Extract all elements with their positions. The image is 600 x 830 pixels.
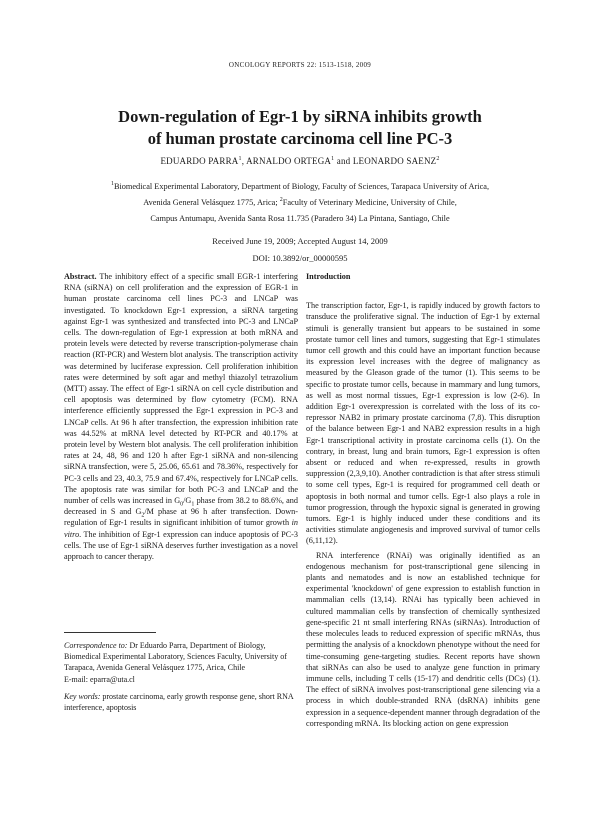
subscript: 0	[180, 501, 184, 508]
author-name: EDUARDO PARRA	[160, 156, 239, 166]
affiliation-marker: 2	[436, 156, 440, 162]
affiliation-line-1	[60, 179, 540, 195]
author-list	[0, 156, 600, 166]
abstract-text: . The inhibition of Egr-1 expression can induce apoptosis of PC-3 cells. The use of Egr-1 siRNA deserves further investigation as a novel approach to cancer therapy.	[64, 529, 298, 562]
subscript: 2	[141, 512, 145, 519]
affiliation-text: Biomedical Experimental Laboratory, Department of Biology, Faculty of Sciences, Tarapaca University of Arica,	[113, 182, 490, 191]
author-name: LEONARDO SAENZ	[352, 156, 437, 166]
abstract-italic: in vitro	[64, 518, 298, 539]
introduction	[306, 271, 540, 729]
keywords-label: Key words:	[64, 692, 101, 701]
section-heading: Introduction	[306, 272, 351, 281]
correspondence-body: Dr Eduardo Parra, Department of Biology, Biomedical Experimental Laboratory, Sciences Faculty, University of Tarapaca, Avenida General Velásquez 1775, Arica, Chile	[64, 641, 287, 673]
keywords-body: prostate carcinoma, early growth response gene, short RNA interference, apoptosis	[64, 692, 294, 713]
affiliation-line-3: Campus Antumapu, Avenida Santa Rosa 11.735 (Paradero 34) La Pintana, Santiago, Chile	[150, 214, 450, 223]
correspondence-text	[64, 640, 298, 674]
subscript: 1	[191, 501, 195, 508]
author-separator: and	[334, 156, 353, 166]
keywords-note	[64, 691, 298, 713]
affiliation-marker: 1	[110, 181, 114, 188]
abstract-text: /M phase at 96 h after transfection. Down-regulation of Egr-1 results in significant inhibition of tumor growth	[64, 507, 298, 528]
correspondence-note	[64, 640, 298, 685]
affiliation-line-2	[60, 195, 540, 211]
received-dates: Received June 19, 2009; Accepted August 14, 2009	[212, 236, 388, 246]
affiliation-marker: 1	[238, 156, 242, 162]
keywords-text	[64, 691, 298, 713]
abstract-paragraph	[64, 271, 298, 562]
paper-title	[60, 106, 540, 150]
author-separator: ,	[241, 156, 247, 166]
abstract-text: phase from 38.2 to 88.6%, and decreased in S and G	[64, 496, 298, 517]
title-line-2: of human prostate carcinoma cell line PC-3	[147, 129, 453, 148]
footnote-divider	[64, 632, 156, 633]
author-name: ARNALDO ORTEGA	[246, 156, 332, 166]
abstract-text: The inhibitory effect of a specific small EGR-1 interfering RNA (siRNA) on cell proliferation and the expression of EGR-1 in human prostate carcinoma cell lines PC-3 and LNCaP was investigated. To knockdown Egr-1 expression, a siRNA targeting against Egr-1 was synthesized and transfected into PC-3 and LNCaP cells. The down-regulation of Egr-1 expression at both mRNA and protein levels were detected by reverse transcription-polymerase chain reaction (RT-PCR) and Western blot analysis. The transcription activity was determined by luciferase expression. Cell proliferation inhibition rates were determined by soft agar and methyl thiazolyl tetrazolium (MTT) assay. The effect of Egr-1 siRNA on cell cycle distribution and cell apoptosis was determined by flow cytometry (FCM). RNA interference efficiently suppressed the Egr-1 expression in PC-3 and LNCaP cells. At 96 h after transfection, the expression inhibition rate was 44.52% at mRNA level detected by RT-PCR and 40.17% at protein level by Western blot analysis. The cell proliferation inhibition rates at 24, 48, 96 and 120 h after Egr-1 siRNA and non-silencing siRNA transfection, were 5, 25.06, 65.61 and 78.36%, respectively for PC-3 cells and 23, 40.3, 75.9 and 67.4%, respectively for LNCaP cells. The apoptosis rate was similar for both PC-3 and LNCaP and the number of cells was increased in G	[64, 272, 298, 506]
affiliations	[60, 179, 540, 227]
abstract	[64, 271, 298, 562]
intro-paragraph-2: RNA interference (RNAi) was originally identified as an endogenous mechanism for post-transcriptional gene silencing in plants and nematodes and is now an established technique for experimental 'knockdown' of gene expression to establish function in mammalian cells (13,14). RNAi has typically been achieved in cultured mammalian cells by transfection of chemically synthesized gene-specific 21 nt small interfering RNAs (siRNAs). Introduction of these molecules leads to reduced expression of specific mRNAs, thus permitting the analysis of a knockdown phenotype without the need for time-consuming gene-targeting studies. Recent reports have shown that siRNAs can also be used to analyze gene function in primary immune cells, including T cells (15-17) and dendritic cells (DCs) (1). The effect of siRNA involves post-transcriptional gene silencing via a process in which double-stranded RNA (dsRNA) inhibits gene expression in a sequence-dependent manner through degradation of the corresponding mRNA. Its blocking action on gene expression	[306, 550, 540, 728]
running-head: ONCOLOGY REPORTS 22: 1513-1518, 2009	[228, 61, 372, 69]
abstract-text: /G	[183, 496, 192, 506]
correspondence-label: Correspondence to:	[64, 641, 128, 650]
affiliation-marker: 2	[279, 197, 283, 204]
affiliation-text: Faculty of Veterinary Medicine, University of Chile,	[282, 198, 457, 207]
doi: DOI: 10.3892/or_00000595	[252, 253, 348, 263]
abstract-label: Abstract.	[64, 272, 97, 281]
affiliation-text: Avenida General Velásquez 1775, Arica;	[143, 198, 280, 207]
correspondence-email[interactable]: E-mail: eparra@uta.cl	[64, 674, 135, 684]
title-line-1: Down-regulation of Egr-1 by siRNA inhibits growth	[118, 107, 482, 126]
intro-paragraph-1: The transcription factor, Egr-1, is rapidly induced by growth factors to transduce the proliferative signal. The induction of Egr-1 by external stimuli is generally transient but appears to be sustained in some prostate tumor cell lines and tumors, suggesting that Egr-1 stimulates tumor cell growth and this could have an important function because its expression level increases with the degree of malignancy as measured by the Gleason grade of the tumor (1). This seems to be specific to prostate tumor cells, because in mammary and lung tumors, as well as most normal tissues, Egr-1 expression is low (2-6). In addition Egr-1 overexpression is correlated with the loss of its co-repressor NAB2 in primary prostate carcinoma (7,8). This disruption of the balance between Egr-1 and NAB2 expression results in a high Egr-1 transcriptional activity in prostate carcinoma cells (1). On the contrary, in breast, lung and brain tumors, Egr-1 expression is often absent or reduced and when re-expressed, results in growth suppression (2,3,9,10). Another contradiction is that after stress stimuli to some cell types, Egr-1 is required for programmed cell death or apoptosis in both normal and tumor cells. Egr-1 also plays a role in tumor progression, through the hypoxic signal is generated in growing tumors. Egr-1 is highly induced under these conditions and its activities stimulate angiogenesis and improved survival of tumor cells (6,11,12).	[306, 301, 540, 546]
affiliation-marker: 1	[331, 156, 335, 162]
